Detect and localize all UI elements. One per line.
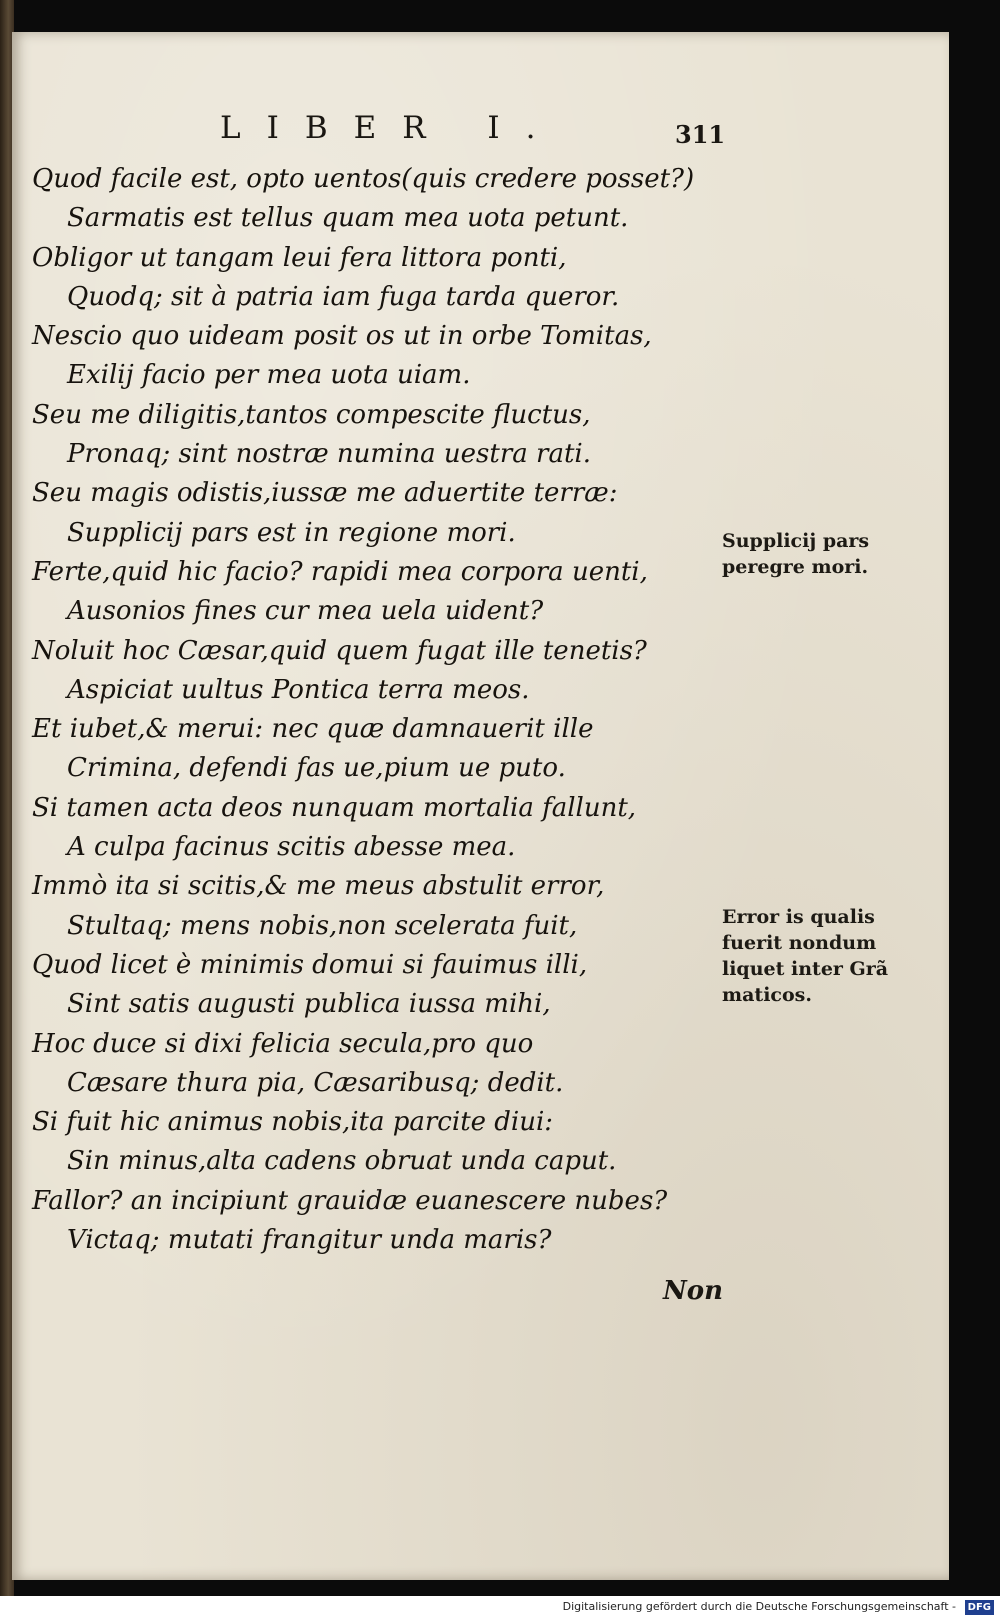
verse-line: Cæsare thura pia, Cæsaribusq; dedit. [67, 1067, 564, 1098]
dfg-logo: DFG [965, 1600, 994, 1615]
verse-line: Aspiciat uultus Pontica terra meos. [67, 674, 530, 705]
marginal-note-line: fuerit nondum [722, 932, 877, 954]
marginal-note-supplicij [722, 528, 869, 580]
verse-line: Immò ita si scitis,& me meus abstulit error, [32, 871, 605, 902]
verse-line: Si tamen acta deos nunquam mortalia fallunt, [32, 792, 637, 823]
verse-line: Exilij facio per mea uota uiam. [67, 360, 471, 391]
verse-line: Noluit hoc Cæsar,quid quem fugat ille tenetis? [32, 635, 647, 666]
funding-credit: Digitalisierung gefördert durch die Deutsche Forschungsgemeinschaft - [562, 1600, 956, 1613]
verse-line: Ausonios fines cur mea uela uident? [67, 596, 544, 627]
running-head: LIBER I. [220, 110, 562, 146]
catchword: Non [663, 1276, 724, 1306]
marginal-note-line: maticos. [722, 984, 812, 1006]
verse-line: Sint satis augusti publica iussa mihi, [67, 989, 551, 1020]
verse-line: Quodq; sit à patria iam fuga tarda queror. [67, 281, 620, 312]
verse-line: Supplicij pars est in regione mori. [67, 517, 516, 548]
verse-block [22, 160, 695, 1260]
verse-line: A culpa facinus scitis abesse mea. [67, 832, 516, 863]
verse-line: Et iubet,& merui: nec quæ damnauerit ille [32, 714, 594, 745]
marginal-note-error [722, 904, 888, 1008]
verse-line: Obligor ut tangam leui fera littora ponti, [32, 242, 567, 273]
marginal-note-line: Supplicij pars [722, 530, 870, 552]
page-number: 311 [675, 120, 726, 149]
marginal-note-line: Error is qualis [722, 906, 875, 928]
verse-line: Victaq; mutati frangitur unda maris? [67, 1225, 552, 1256]
digitization-footer [0, 1596, 1000, 1620]
marginal-note-line: liquet inter Grã [722, 958, 889, 980]
verse-line: Sarmatis est tellus quam mea uota petunt. [67, 203, 629, 234]
verse-line: Hoc duce si dixi felicia secula,pro quo [32, 1028, 534, 1059]
verse-line: Nescio quo uideam posit os ut in orbe Tomitas, [32, 321, 652, 352]
verse-line: Quod licet è minimis domui si fauimus illi, [32, 949, 588, 980]
verse-line: Fallor? an incipiunt grauidæ euanescere nubes? [32, 1185, 668, 1216]
verse-line: Ferte,quid hic facio? rapidi mea corpora uenti, [32, 556, 648, 587]
verse-line: Sin minus,alta cadens obruat unda caput. [67, 1146, 617, 1177]
marginal-note-line: peregre mori. [722, 556, 869, 578]
verse-line: Si fuit hic animus nobis,ita parcite diui: [32, 1107, 554, 1138]
verse-line: Stultaq; mens nobis,non scelerata fuit, [67, 910, 578, 941]
verse-line: Pronaq; sint nostræ numina uestra rati. [67, 439, 591, 470]
verse-line: Seu me diligitis,tantos compescite fluctus, [32, 399, 591, 430]
verse-line: Crimina, defendi fas ue,pium ue puto. [67, 753, 566, 784]
verse-line: Quod facile est, opto uentos(quis credere posset?) [32, 164, 695, 194]
verse-line: Seu magis odistis,iussæ me aduertite terræ: [32, 478, 618, 509]
